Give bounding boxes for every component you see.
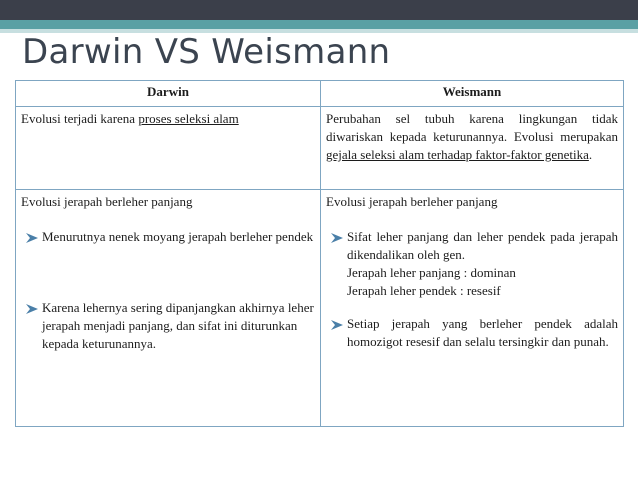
weismann-example-heading: Evolusi jerapah berleher panjang: [326, 194, 498, 209]
weismann-def-post: .: [588, 147, 593, 162]
list-item: [21, 299, 315, 353]
list-item: [21, 228, 315, 246]
header-band-teal: [0, 20, 638, 29]
darwin-bullet-1: Menurutnya nenek moyang jerapah berleher pendek: [42, 229, 314, 244]
weismann-recessive-line: Jerapah leher pendek : resesif: [347, 283, 501, 298]
list-item: [326, 315, 618, 351]
header-band-dark: [0, 0, 638, 20]
arrow-bullet-icon: [331, 233, 343, 243]
cell-darwin-definition: [16, 107, 321, 190]
cell-darwin-example: [16, 190, 321, 427]
weismann-bullet-2: Setiap jerapah yang berleher pendek adalah homozigot resesif dan selalu tersingkir dan punah.: [347, 316, 618, 349]
weismann-dominant-line: Jerapah leher panjang : dominan: [347, 265, 516, 280]
cell-weismann-example: [321, 190, 624, 427]
header-weismann: Weismann: [321, 81, 624, 107]
weismann-bullet-list: [326, 228, 618, 351]
table-header-row: [16, 81, 624, 107]
darwin-bullet-2: Karena lehernya sering dipanjangkan akhirnya leher jerapah menjadi panjang, dan sifat ini diturunkan kepada keturunannya.: [42, 300, 314, 351]
darwin-bullet-list: [21, 228, 315, 353]
darwin-example-heading: Evolusi jerapah berleher panjang: [21, 194, 193, 209]
darwin-def-pre: Evolusi terjadi karena: [21, 111, 139, 126]
slide-title: Darwin VS Weismann: [22, 32, 391, 72]
weismann-def-pre: Perubahan sel tubuh karena lingkungan tidak diwariskan kepada keturunannya. Evolusi merupakan: [326, 111, 618, 144]
comparison-table: [15, 80, 624, 427]
list-item: [326, 228, 618, 300]
arrow-bullet-icon: [26, 304, 38, 314]
darwin-def-underlined: proses seleksi alam: [138, 111, 239, 126]
table-row-definition: [16, 107, 624, 190]
arrow-bullet-icon: [26, 233, 38, 243]
cell-weismann-definition: [321, 107, 624, 190]
table-row-example: [16, 190, 624, 427]
header-darwin: Darwin: [16, 81, 321, 107]
arrow-bullet-icon: [331, 320, 343, 330]
weismann-def-underlined: gejala seleksi alam terhadap faktor-faktor genetika: [326, 147, 589, 162]
weismann-bullet-1: Sifat leher panjang dan leher pendek pada jerapah dikendalikan oleh gen.: [347, 229, 618, 262]
